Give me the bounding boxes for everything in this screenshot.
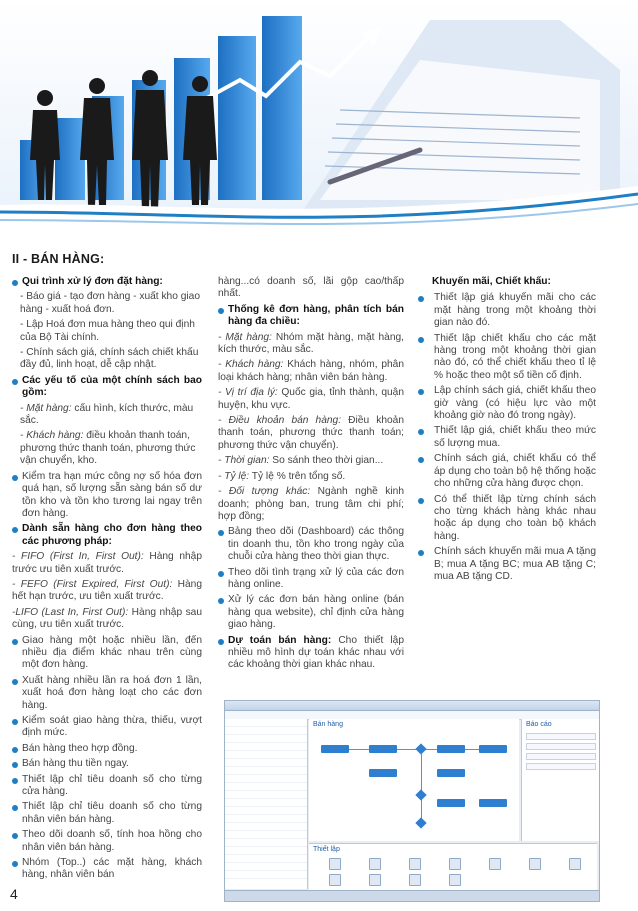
hero-banner: [0, 0, 638, 232]
dimension-item: - Đối tượng khác: Ngành nghề kinh doanh; phòng ban, trung tâm chi phí; hợp đồng;: [218, 486, 404, 522]
bullet-item: Xuất hàng nhiều lần ra hoá đơn 1 lần, xuất hoá đơn hàng loạt cho các đơn hàng.: [12, 675, 202, 712]
dimension-item: - Mặt hàng: Nhóm mặt hàng, mặt hàng, kích thước, màu sắc.: [218, 331, 405, 356]
bullet-item: Có thể thiết lập từng chính sách cho từng khách hàng khác nhau hoặc áp dụng cho toàn bộ khách hàng.: [418, 494, 596, 544]
dimension-item: - Thời gian: So sánh theo thời gian...: [218, 455, 384, 467]
settings-panel: [309, 843, 597, 890]
method-lifo: -LIFO (Last In, First Out): Hàng nhập sau cùng, ưu tiên xuất trước.: [12, 606, 203, 631]
bullet-item: Bán hàng thu tiền ngay.: [12, 758, 202, 770]
bullet-item: Nhóm (Top..) các mặt hàng, khách hàng, nhân viên bán: [12, 857, 202, 882]
business-graph-illustration: [0, 0, 638, 232]
bullet-item: Thiết lập chiết khấu cho các mặt hàng trong một khoảng thời gian nào đó, có thể chiết khấu theo tỉ lệ % hoặc theo một số tiền cố định.: [418, 333, 596, 383]
page-number: 4: [10, 886, 18, 902]
continued-text: hàng...có doanh số, lãi gộp cao/thấp nhất.: [218, 276, 404, 300]
settings-title: Thiết lập: [313, 846, 340, 853]
window-titlebar: [225, 701, 599, 711]
sub-item: - Lập Hoá đơn mua hàng theo qui định của Bộ Tài chính.: [20, 319, 195, 343]
reports-title: Báo cáo: [526, 721, 552, 728]
sub-item: - Chính sách giá, chính sách chiết khấu đầy đủ, linh hoạt, dễ cập nhật.: [20, 347, 199, 371]
dimension-item: - Vị trí địa lý: Quốc gia, tỉnh thành, quận huyện, khu vực.: [218, 387, 405, 411]
bullet-reserve-methods: Dành sẵn hàng cho đơn hàng theo các phương pháp:: [12, 523, 202, 548]
status-bar: [225, 890, 599, 901]
method-fefo: - FEFO (First Expired, First Out): Hàng hết hạn trước, ưu tiên xuất trước.: [12, 578, 202, 603]
bullet-item: Thiết lập chỉ tiêu doanh số cho từng cửa hàng.: [12, 774, 202, 799]
bullet-sales-stats: Thống kê đơn hàng, phân tích bán hàng đa chiều:: [218, 304, 404, 329]
reports-panel: [521, 719, 600, 841]
bullet-order-process: Qui trình xử lý đơn đặt hàng:: [12, 276, 202, 288]
navigation-tree: [225, 719, 308, 889]
section-title: II - BÁN HÀNG:: [12, 252, 105, 266]
sub-item: - Mặt hàng: cấu hình, kích thước, màu sắc.: [20, 402, 194, 427]
bullet-item: Chính sách khuyến mãi mua A tặng B; mua A tặng BC; mua AB tặng C; mua AB tặng CD.: [418, 546, 596, 583]
dimension-item: - Điều khoản bán hàng: Điều khoản thanh toán, phương thức thanh toán; phương thức vận chuyển).: [218, 415, 405, 451]
bullet-item: Theo dõi doanh số, tính hoa hồng cho nhân viên bán hàng.: [12, 829, 202, 854]
bullet-item: Chính sách giá, chiết khấu có thể áp dụng cho toàn bộ hệ thống hoặc cho những cửa hàng được chọn.: [418, 453, 596, 490]
bullet-item: Lập chính sách giá, chiết khấu theo giờ vàng (có hiệu lực vào một khoảng giờ nào đó trong ngày).: [418, 385, 596, 422]
bullet-item: Thiết lập chỉ tiêu doanh số cho từng nhân viên bán hàng.: [12, 801, 202, 826]
bullet-item: Kiểm soát giao hàng thừa, thiếu, vượt định mức.: [12, 715, 202, 740]
software-screenshot: [224, 700, 600, 902]
bullet-item: Thiết lập giá, chiết khấu theo mức số lượng mua.: [418, 425, 596, 450]
bullet-item: Kiểm tra hạn mức công nợ số hóa đơn quá hạn, số lượng sẵn sàng bán số dư tồn kho và tồn kho tương lai ngay trên đơn hàng.: [12, 471, 202, 521]
bullet-item: Thiết lập giá khuyến mãi cho các mặt hàng trong một khoảng thời gian nào đó.: [418, 292, 596, 329]
column-3: [418, 276, 596, 586]
dimension-item: - Khách hàng: Khách hàng, nhóm, phân loại khách hàng; nhân viên bán hàng.: [218, 359, 405, 383]
bullet-sales-forecast: Dự toán bán hàng: Cho thiết lập nhiều mô hình dự toán khác nhau với các khoảng thời gian khác nhau.: [218, 635, 404, 672]
panel-title: Bán hàng: [313, 721, 343, 728]
bullet-item: Theo dõi tình trạng xử lý của các đơn hàng online.: [218, 567, 404, 592]
dimension-item: - Tỷ lệ: Tỷ lệ % trên tổng số.: [218, 470, 346, 482]
bullet-item: Xử lý các đơn bán hàng online (bán hàng qua website), chỉ định cửa hàng giao hàng.: [218, 594, 404, 631]
method-fifo: - FIFO (First In, First Out): Hàng nhập trước ưu tiên xuất trước.: [12, 551, 202, 575]
sub-item: - Khách hàng: điều khoản thanh toán, phương thức thanh toán, phương thức vận chuyển, kho.: [20, 430, 196, 467]
bullet-policy-factors: Các yếu tố của một chính sách bao gồm:: [12, 375, 202, 400]
promotions-heading: Khuyến mãi, Chiết khấu:: [432, 276, 551, 287]
column-1: [12, 276, 202, 885]
sales-workflow-panel: [309, 719, 519, 841]
column-2: [218, 276, 404, 675]
bullet-item: Bán hàng theo hợp đồng.: [12, 743, 202, 755]
sub-item: - Báo giá - tạo đơn hàng - xuất kho giao hàng - xuất hoá đơn.: [20, 291, 200, 315]
bullet-item: Giao hàng một hoặc nhiều lần, đến nhiều địa điểm khác nhau trên cùng một đơn hàng.: [12, 635, 202, 672]
bullet-item: Bảng theo dõi (Dashboard) các thông tin doanh thu, tồn kho trong ngày của chuỗi cửa hàng theo thời gian thực.: [218, 526, 404, 563]
